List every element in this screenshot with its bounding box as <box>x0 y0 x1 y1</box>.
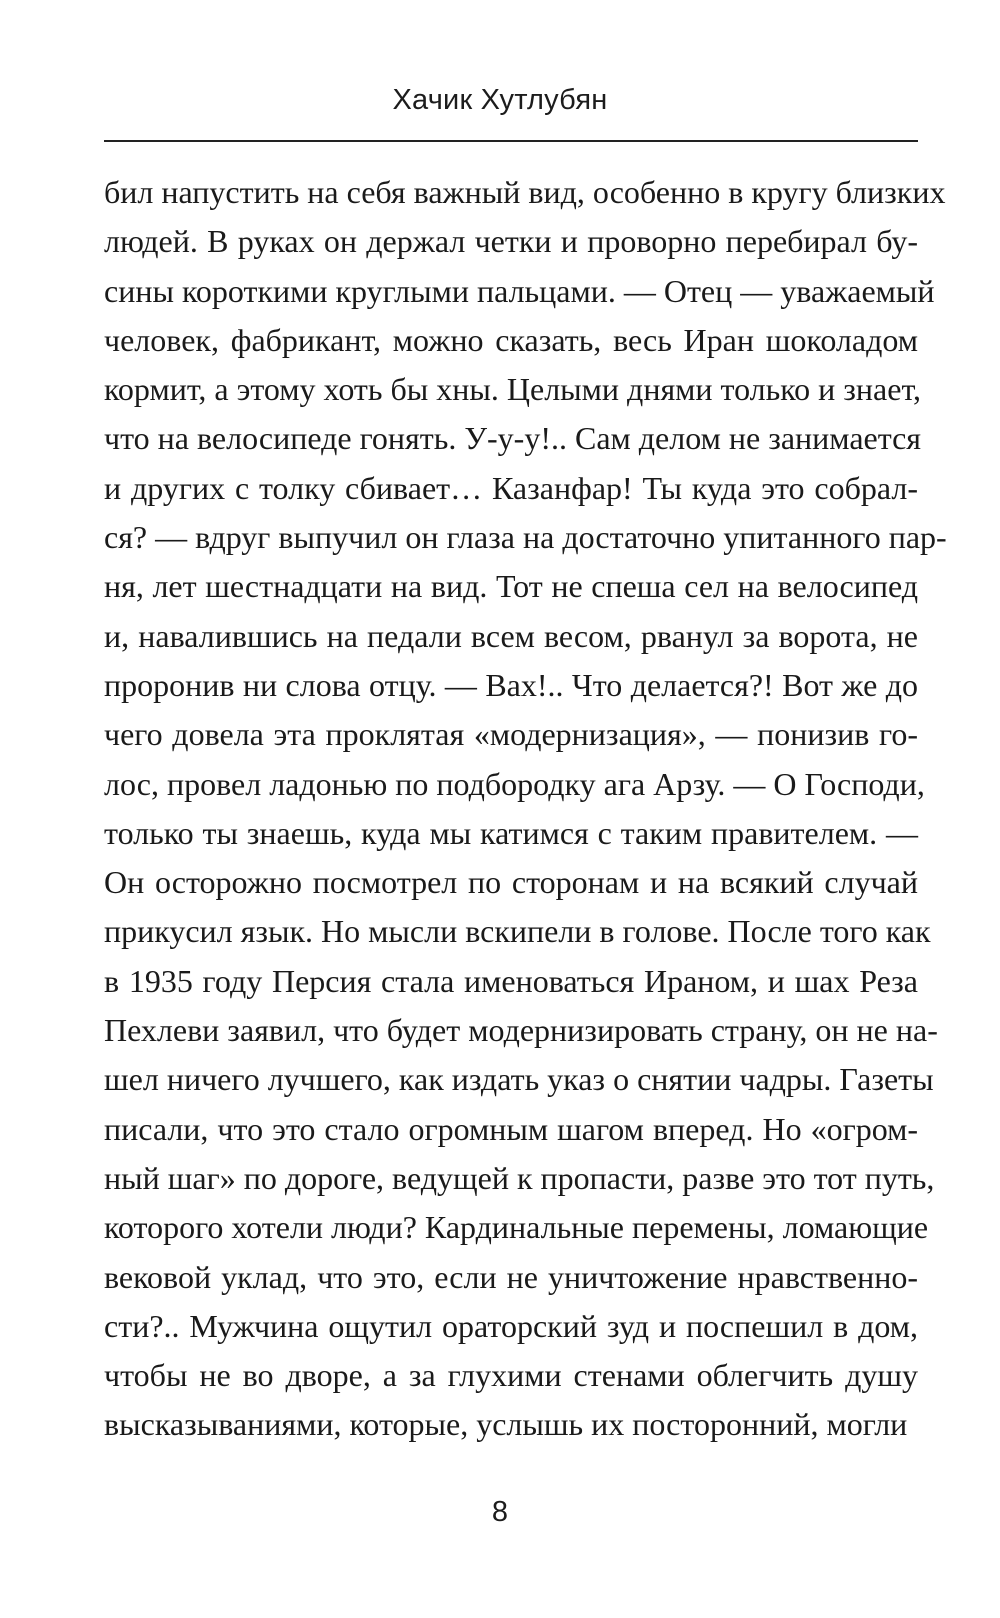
text-line: прикусил язык. Но мысли вскипели в голове. После того как <box>104 913 931 950</box>
text-line: Он осторожно посмотрел по сторонам и на всякий случай <box>104 864 918 901</box>
text-line: шел ничего лучшего, как издать указ о снятии чадры. Газеты <box>104 1061 934 1098</box>
text-line: ня, лет шестнадцати на вид. Тот не спеша сел на велосипед <box>104 568 918 605</box>
text-line: писали, что это стало огромным шагом вперед. Но «огром- <box>104 1110 918 1147</box>
text-line: и, навалившись на педали всем весом, рванул за ворота, не <box>104 617 918 654</box>
text-line: сины короткими круглыми пальцами. — Отец — уважаемый <box>104 272 935 309</box>
text-line: и других с толку сбивает… Казанфар! Ты куда это собрал- <box>104 469 918 506</box>
text-line: ся? — вдруг выпучил он глаза на достаточно упитанного пар- <box>104 519 947 556</box>
text-line: чтобы не во дворе, а за глухими стенами облегчить душу <box>104 1357 918 1394</box>
text-line: что на велосипеде гонять. У-у-у!.. Сам делом не занимается <box>104 420 922 457</box>
text-line: людей. В руках он держал четки и проворно перебирал бу- <box>104 223 918 260</box>
text-line: в 1935 году Персия стала именоваться Ираном, и шах Реза <box>104 962 918 999</box>
text-line: человек, фабрикант, можно сказать, весь Иран шоколадом <box>104 321 918 358</box>
text-line: вековой уклад, что это, если не уничтожение нравственно- <box>104 1258 918 1295</box>
page-number: 8 <box>491 1496 509 1528</box>
text-line: высказываниями, которые, услышь их посторонний, могли <box>104 1406 908 1443</box>
running-head-author: Хачик Хутлубян <box>392 84 608 116</box>
text-line: ный шаг» по дороге, ведущей к пропасти, разве это тот путь, <box>104 1159 935 1196</box>
header-rule <box>104 140 918 142</box>
body-text <box>104 168 947 1450</box>
text-line: чего довела эта проклятая «модернизация», — понизив го- <box>104 716 918 753</box>
text-line: лос, провел ладонью по подбородку ага Арзу. — О Господи, <box>104 765 925 802</box>
text-line: сти?.. Мужчина ощутил ораторский зуд и поспешил в дом, <box>104 1307 918 1344</box>
text-line: которого хотели люди? Кардинальные перемены, ломающие <box>104 1209 929 1246</box>
text-line: бил напустить на себя важный вид, особенно в кругу близких <box>104 174 946 210</box>
text-line: кормит, а этому хоть бы хны. Целыми днями только и знает, <box>104 371 922 408</box>
text-line: проронив ни слова отцу. — Вах!.. Что делается?! Вот же до <box>104 666 918 703</box>
text-line: Пехлеви заявил, что будет модернизировать страну, он не на- <box>104 1012 938 1049</box>
text-line: только ты знаешь, куда мы катимся с таким правителем. — <box>104 814 918 851</box>
